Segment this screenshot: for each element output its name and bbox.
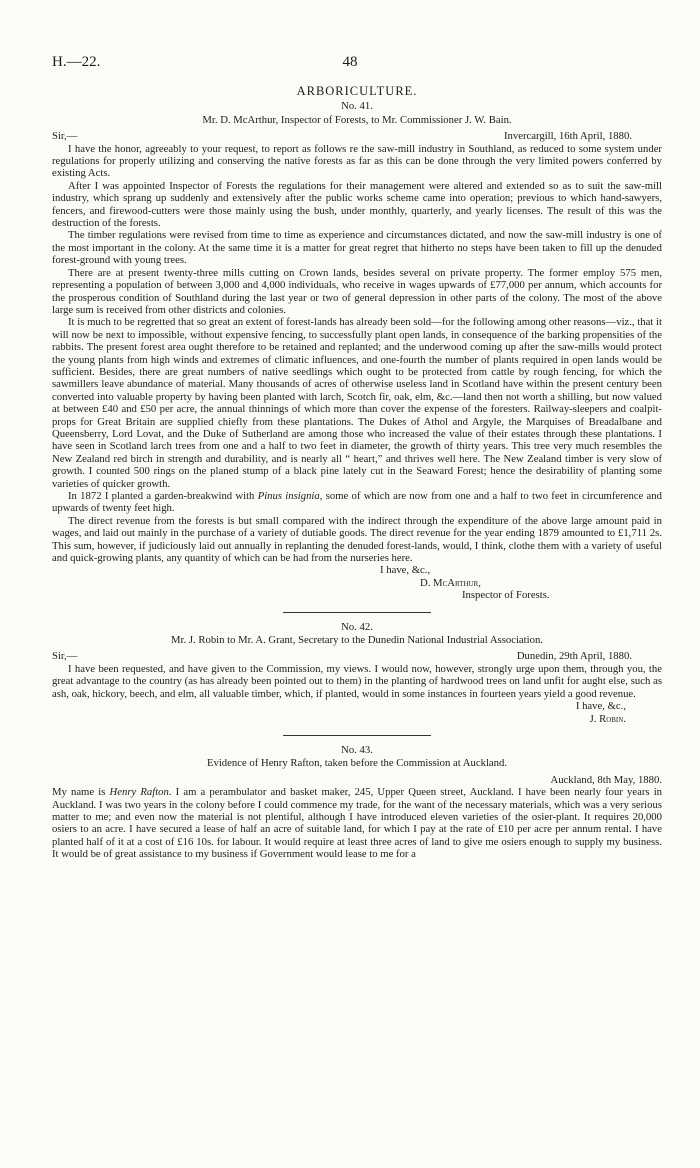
letter-41-subtitle: Mr. D. McArthur, Inspector of Forests, to Mr. Commissioner J. W. Bain. <box>202 113 512 126</box>
witness-name: Henry Rafton <box>109 786 169 799</box>
letter-43-paragraph: My name is Henry Rafton. I am a perambulator and basket maker, 245, Upper Queen street, Auckland. I have been nearly four years in Auckland. I was two years in the colony before I could commence my trade, for the want of the necessary materials, which was a very serious matter to me; and even now the material is not plentiful, although I have introduced eleven varieties of the osier-plant. It requires 20,000 osiers to an acre. I have secured a lease of half an acre of suitable land, for which I pay at the rate of £10 per acre per annum rental. I have planted half of it at a cost of £16 10s. for labour. It would require at least three acres of land to give me osiers enough to supply my business. It would be of great assistance to my business if Government would lease to me for a <box>52 786 663 861</box>
section-reference: H.—22. <box>52 54 101 70</box>
letter-41-number: No. 41. <box>341 100 373 113</box>
letter-41-paragraph: After I was appointed Inspector of Forests the regulations for their management were altered and extended so as to suit the saw-mill industry, which sprang up suddenly and extensively after the public works scheme came into operation; previous to which hand-sawyers, fencers, and firewood-cutters were those mainly using the bush, under monthly, quarterly, and yearly licenses. The result of this was the destruction of the forests. <box>52 179 662 230</box>
letter-41-paragraph: The direct revenue from the forests is but small compared with the indirect through the expenditure of the above large amount paid in wages, and laid out mainly in the purchase of a variety of dutiable goods. The direct revenue for the year ending 1879 amounted to £1,711 2s. This sum, however, if judiciously laid out annually in replanting the denuded forest-lands, would, I think, clothe them with a variety of useful and quick-growing plants, any quantity of which can be had from the nurseries here. <box>52 514 662 565</box>
letter-42-place-date: Dunedin, 29th April, 1880. <box>516 650 632 663</box>
letter-42-salutation-row <box>52 650 662 662</box>
letter-41-paragraph: I have the honor, agreeably to your request, to report as follows re the saw-mill industry in Southland, as reduced to some system under regulations for properly utilizing and conserving the native forests as far as this can be done through the very limited powers conferred by existing Acts. <box>52 142 662 180</box>
page-number: 48 <box>342 54 358 70</box>
letter-41-signature: D. McArthur, <box>420 576 481 589</box>
letter-41-salutation-row <box>52 130 662 142</box>
letter-42-closing: I have, &c., <box>575 700 626 713</box>
letter-41-salutation: Sir,— <box>52 130 78 143</box>
letter-42-salutation: Sir,— <box>52 650 78 663</box>
letter-41-paragraph-1872: In 1872 I planted a garden-breakwind with Pinus insignia, some of which are now from one and a half to two feet in circumference and upwards of twenty feet high. <box>52 490 662 515</box>
letter-41-paragraph: It is much to be regretted that so great an extent of forest-lands has already been sold—for the following among other reasons—viz., that it will now be next to impossible, without expensive fencing, to successfully plant open lands, in consequence of the barking propensities of the rabbits. The present forest area ought therefore to be retained and replanted; and the underwood coming up after the saw-mills would protect the young plants from high winds and extremes of climatic influences, and one-fourth the number of plants required in open lands would be sufficient. Besides, there are great numbers of native seedlings which ought to be protected from cattle by rough fencing, for which the sawmillers leave abundance of material. Many thousands of acres of otherwise useless land in Scotland have within the present century been converted into valuable property by having been planted with larch, Scotch fir, oak, elm, &c.—land then not worth a shilling, but now valued at between £40 and £50 per acre, the annual thinnings of which more than cover the expense of the foresters. Railway-sleepers and coalpit-props for Great Britain are supplied chiefly from these plantations. The Dukes of Athol and Argyle, the Marquises of Breadalbane and Queensberry, Lord Lovat, and the Duke of Sutherland are among those who increased the value of their estates through these plantations. I have seen in Scotland larch trees from one and a half to two feet in diameter, the growth of thirty years. This tree very much resembles the New Zealand red birch in strength and durability, and is nearly all “ heart,” and thrives well here. The New Zealand timber is very slow of growth. I counted 500 rings on the planed stump of a black pine lately cut in the Seaward Forest; hence the desirability of planting some varieties of quicker growth. <box>52 316 662 490</box>
letter-41-paragraph: The timber regulations were revised from time to time as experience and circumstances dictated, and now the saw-mill industry is one of the most important in the colony. At the same time it is a matter for great regret that hitherto no steps have been taken to fill up the denuded forest-ground with young trees. <box>52 229 662 267</box>
section-divider <box>283 735 431 736</box>
section-divider <box>283 612 431 613</box>
letter-41-paragraph: There are at present twenty-three mills cutting on Crown lands, besides several on private property. The former employ 575 men, representing a population of between 3,000 and 4,000 individuals, who receive in wages upwards of £77,000 per annum, which accounts for the prosperous condition of Southland during the last year or two of general depression in other parts of the colony. The most of the above large sum is received from other districts and colonies. <box>52 266 662 316</box>
letter-43-place-date: Auckland, 8th May, 1880. <box>550 773 662 786</box>
letter-41-closing: I have, &c., <box>380 564 431 577</box>
letter-42-paragraph: I have been requested, and have given to the Commission, my views. I would now, however, strongly urge upon them, through you, the great advantage to the country (as has already been pointed out to them) in the planting of hardwood trees on land unfit for aught else, such as ash, oak, hickory, beech, and elm, all valuable timber, which, if planted, would in some instances in fourteen years yield a good revenue. <box>52 662 662 700</box>
document-body <box>52 85 662 861</box>
section-heading: ARBORICULTURE. <box>296 84 418 98</box>
letter-41-signature-title: Inspector of Forests. <box>462 589 550 602</box>
species-name: Pinus insignia <box>257 490 320 502</box>
letter-42-signature: J. Robin. <box>589 712 626 725</box>
letter-41-place-date: Invercargill, 16th April, 1880. <box>503 130 632 143</box>
letter-42-number: No. 42. <box>341 620 373 633</box>
letter-42-subtitle: Mr. J. Robin to Mr. A. Grant, Secretary to the Dunedin National Industrial Association. <box>171 634 543 647</box>
letter-43-subtitle: Evidence of Henry Rafton, taken before the Commission at Auckland. <box>206 757 508 770</box>
letter-43-number: No. 43. <box>341 743 373 756</box>
